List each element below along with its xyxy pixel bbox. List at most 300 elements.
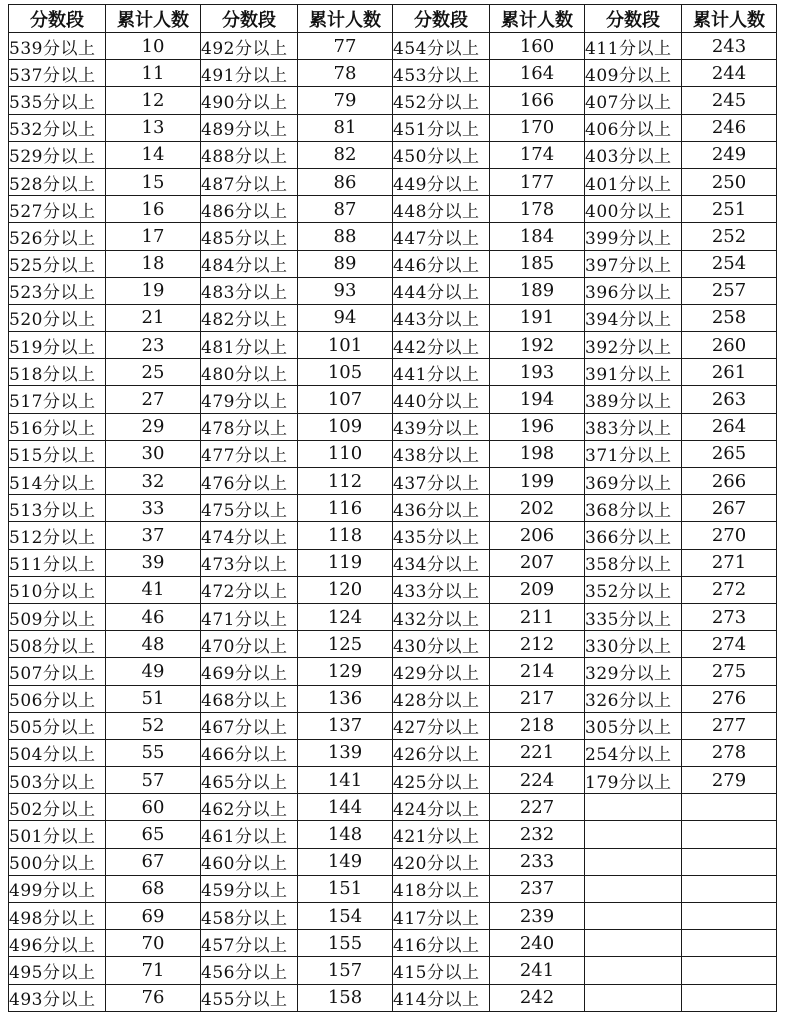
table-row — [9, 794, 777, 821]
score-segment-cell: 446分以上 — [393, 250, 490, 277]
cumulative-count-cell: 164 — [490, 60, 585, 87]
table-row — [9, 903, 777, 930]
score-segment-cell: 479分以上 — [201, 386, 298, 413]
cumulative-count-cell: 32 — [106, 468, 201, 495]
table-row — [9, 87, 777, 114]
table-body — [9, 33, 777, 1012]
score-segment-cell: 460分以上 — [201, 848, 298, 875]
score-segment-cell: 416分以上 — [393, 930, 490, 957]
score-segment-cell: 487分以上 — [201, 168, 298, 195]
cumulative-count-cell: 249 — [682, 141, 777, 168]
score-segment-cell: 525分以上 — [9, 250, 106, 277]
score-segment-cell: 392分以上 — [585, 332, 682, 359]
cumulative-count-cell: 141 — [298, 767, 393, 794]
cumulative-count-cell: 272 — [682, 576, 777, 603]
score-segment-cell: 418分以上 — [393, 875, 490, 902]
table-row — [9, 60, 777, 87]
score-segment-cell: 472分以上 — [201, 576, 298, 603]
score-segment-cell: 399分以上 — [585, 223, 682, 250]
score-segment-cell — [585, 794, 682, 821]
table-row — [9, 114, 777, 141]
score-segment-cell: 326分以上 — [585, 685, 682, 712]
cumulative-count-cell: 41 — [106, 576, 201, 603]
cumulative-count-cell: 124 — [298, 603, 393, 630]
cumulative-count-cell: 19 — [106, 277, 201, 304]
cumulative-count-cell: 55 — [106, 739, 201, 766]
score-segment-cell: 420分以上 — [393, 848, 490, 875]
score-segment-cell: 449分以上 — [393, 168, 490, 195]
cumulative-count-cell: 29 — [106, 413, 201, 440]
score-segment-cell: 428分以上 — [393, 685, 490, 712]
cumulative-count-cell: 27 — [106, 386, 201, 413]
table-row — [9, 658, 777, 685]
cumulative-count-cell: 252 — [682, 223, 777, 250]
cumulative-count-cell: 276 — [682, 685, 777, 712]
cumulative-count-cell: 17 — [106, 223, 201, 250]
table-row — [9, 468, 777, 495]
cumulative-count-cell: 198 — [490, 440, 585, 467]
cumulative-count-cell: 177 — [490, 168, 585, 195]
cumulative-count-cell: 81 — [298, 114, 393, 141]
cumulative-count-cell: 207 — [490, 549, 585, 576]
table-row — [9, 631, 777, 658]
score-segment-cell: 473分以上 — [201, 549, 298, 576]
score-segment-cell: 447分以上 — [393, 223, 490, 250]
cumulative-count-cell: 170 — [490, 114, 585, 141]
score-segment-cell: 409分以上 — [585, 60, 682, 87]
score-segment-cell: 442分以上 — [393, 332, 490, 359]
score-segment-cell: 501分以上 — [9, 821, 106, 848]
score-segment-cell: 478分以上 — [201, 413, 298, 440]
header-score-segment-1: 分数段 — [9, 5, 106, 33]
cumulative-count-cell — [682, 821, 777, 848]
score-segment-cell: 434分以上 — [393, 549, 490, 576]
score-segment-cell: 537分以上 — [9, 60, 106, 87]
cumulative-count-cell: 258 — [682, 304, 777, 331]
cumulative-count-cell: 118 — [298, 522, 393, 549]
score-segment-cell: 498分以上 — [9, 903, 106, 930]
table-row — [9, 141, 777, 168]
cumulative-count-cell: 237 — [490, 875, 585, 902]
cumulative-count-cell: 271 — [682, 549, 777, 576]
score-segment-cell: 502分以上 — [9, 794, 106, 821]
cumulative-count-cell: 206 — [490, 522, 585, 549]
cumulative-count-cell: 119 — [298, 549, 393, 576]
cumulative-count-cell: 125 — [298, 631, 393, 658]
cumulative-count-cell: 11 — [106, 60, 201, 87]
cumulative-count-cell: 245 — [682, 87, 777, 114]
cumulative-count-cell: 46 — [106, 603, 201, 630]
score-segment-cell: 516分以上 — [9, 413, 106, 440]
score-segment-cell: 411分以上 — [585, 33, 682, 60]
score-segment-cell: 488分以上 — [201, 141, 298, 168]
table-row — [9, 848, 777, 875]
score-segment-cell: 452分以上 — [393, 87, 490, 114]
cumulative-count-cell: 189 — [490, 277, 585, 304]
table-row — [9, 440, 777, 467]
score-segment-cell: 489分以上 — [201, 114, 298, 141]
score-segment-cell — [585, 957, 682, 984]
score-segment-cell: 437分以上 — [393, 468, 490, 495]
cumulative-count-cell: 48 — [106, 631, 201, 658]
score-segment-cell: 459分以上 — [201, 875, 298, 902]
cumulative-count-cell: 52 — [106, 712, 201, 739]
cumulative-count-cell: 233 — [490, 848, 585, 875]
score-segment-cell: 400分以上 — [585, 196, 682, 223]
table-row — [9, 767, 777, 794]
cumulative-count-cell: 70 — [106, 930, 201, 957]
header-score-segment-4: 分数段 — [585, 5, 682, 33]
score-segment-cell: 482分以上 — [201, 304, 298, 331]
score-segment-cell: 403分以上 — [585, 141, 682, 168]
cumulative-count-cell: 211 — [490, 603, 585, 630]
score-segment-cell: 517分以上 — [9, 386, 106, 413]
cumulative-count-cell: 241 — [490, 957, 585, 984]
cumulative-count-cell: 260 — [682, 332, 777, 359]
cumulative-count-cell: 93 — [298, 277, 393, 304]
cumulative-count-cell: 78 — [298, 60, 393, 87]
cumulative-count-cell: 21 — [106, 304, 201, 331]
score-segment-cell — [585, 930, 682, 957]
cumulative-count-cell: 18 — [106, 250, 201, 277]
cumulative-count-cell: 110 — [298, 440, 393, 467]
score-segment-cell: 515分以上 — [9, 440, 106, 467]
cumulative-count-cell: 77 — [298, 33, 393, 60]
score-segment-cell: 528分以上 — [9, 168, 106, 195]
cumulative-count-cell: 16 — [106, 196, 201, 223]
table-row — [9, 250, 777, 277]
cumulative-count-cell: 250 — [682, 168, 777, 195]
score-segment-cell: 458分以上 — [201, 903, 298, 930]
cumulative-count-cell: 39 — [106, 549, 201, 576]
score-segment-cell: 519分以上 — [9, 332, 106, 359]
header-cumulative-count-3: 累计人数 — [490, 5, 585, 33]
cumulative-count-cell: 264 — [682, 413, 777, 440]
table-row — [9, 739, 777, 766]
score-segment-cell: 335分以上 — [585, 603, 682, 630]
cumulative-count-cell: 14 — [106, 141, 201, 168]
score-segment-cell: 469分以上 — [201, 658, 298, 685]
cumulative-count-cell: 65 — [106, 821, 201, 848]
score-segment-cell: 466分以上 — [201, 739, 298, 766]
table-row — [9, 957, 777, 984]
score-segment-cell: 455分以上 — [201, 984, 298, 1011]
cumulative-count-cell: 265 — [682, 440, 777, 467]
score-segment-cell: 450分以上 — [393, 141, 490, 168]
score-segment-cell: 448分以上 — [393, 196, 490, 223]
score-segment-cell: 430分以上 — [393, 631, 490, 658]
score-segment-cell: 439分以上 — [393, 413, 490, 440]
score-segment-cell: 514分以上 — [9, 468, 106, 495]
score-segment-cell: 493分以上 — [9, 984, 106, 1011]
cumulative-count-cell: 25 — [106, 359, 201, 386]
cumulative-count-cell: 86 — [298, 168, 393, 195]
score-segment-cell: 486分以上 — [201, 196, 298, 223]
table-row — [9, 576, 777, 603]
cumulative-count-cell: 240 — [490, 930, 585, 957]
cumulative-count-cell: 202 — [490, 495, 585, 522]
score-segment-cell — [585, 984, 682, 1011]
score-segment-cell: 456分以上 — [201, 957, 298, 984]
score-segment-cell: 467分以上 — [201, 712, 298, 739]
cumulative-count-cell: 10 — [106, 33, 201, 60]
score-segment-cell: 457分以上 — [201, 930, 298, 957]
cumulative-count-cell: 67 — [106, 848, 201, 875]
table-row — [9, 685, 777, 712]
cumulative-count-cell — [682, 794, 777, 821]
cumulative-count-cell: 214 — [490, 658, 585, 685]
score-segment-cell: 468分以上 — [201, 685, 298, 712]
cumulative-count-cell: 112 — [298, 468, 393, 495]
cumulative-count-cell: 251 — [682, 196, 777, 223]
cumulative-count-cell: 79 — [298, 87, 393, 114]
score-segment-cell: 492分以上 — [201, 33, 298, 60]
score-segment-cell: 424分以上 — [393, 794, 490, 821]
table-row — [9, 33, 777, 60]
cumulative-count-cell: 185 — [490, 250, 585, 277]
header-score-segment-2: 分数段 — [201, 5, 298, 33]
cumulative-count-cell: 144 — [298, 794, 393, 821]
cumulative-count-cell: 139 — [298, 739, 393, 766]
cumulative-count-cell: 212 — [490, 631, 585, 658]
score-segment-cell: 475分以上 — [201, 495, 298, 522]
table-row — [9, 413, 777, 440]
cumulative-count-cell: 242 — [490, 984, 585, 1011]
score-segment-cell: 415分以上 — [393, 957, 490, 984]
cumulative-count-cell: 160 — [490, 33, 585, 60]
score-segment-cell: 451分以上 — [393, 114, 490, 141]
cumulative-count-cell: 94 — [298, 304, 393, 331]
score-segment-cell: 523分以上 — [9, 277, 106, 304]
score-segment-cell: 474分以上 — [201, 522, 298, 549]
cumulative-count-cell: 76 — [106, 984, 201, 1011]
table-row — [9, 223, 777, 250]
score-segment-cell: 483分以上 — [201, 277, 298, 304]
score-segment-cell: 511分以上 — [9, 549, 106, 576]
cumulative-count-cell — [682, 875, 777, 902]
score-segment-cell: 510分以上 — [9, 576, 106, 603]
score-segment-cell: 389分以上 — [585, 386, 682, 413]
header-row — [9, 5, 777, 33]
cumulative-count-cell: 151 — [298, 875, 393, 902]
score-segment-cell — [585, 821, 682, 848]
cumulative-count-cell: 270 — [682, 522, 777, 549]
cumulative-count-cell: 267 — [682, 495, 777, 522]
score-segment-cell: 508分以上 — [9, 631, 106, 658]
cumulative-count-cell: 244 — [682, 60, 777, 87]
cumulative-count-cell: 246 — [682, 114, 777, 141]
cumulative-count-cell: 136 — [298, 685, 393, 712]
score-segment-cell: 495分以上 — [9, 957, 106, 984]
cumulative-count-cell: 23 — [106, 332, 201, 359]
cumulative-count-cell: 275 — [682, 658, 777, 685]
score-segment-cell: 440分以上 — [393, 386, 490, 413]
cumulative-count-cell: 199 — [490, 468, 585, 495]
score-segment-cell: 503分以上 — [9, 767, 106, 794]
score-segment-cell: 429分以上 — [393, 658, 490, 685]
cumulative-count-cell: 69 — [106, 903, 201, 930]
cumulative-count-cell: 277 — [682, 712, 777, 739]
cumulative-count-cell: 57 — [106, 767, 201, 794]
score-segment-cell: 470分以上 — [201, 631, 298, 658]
header-score-segment-3: 分数段 — [393, 5, 490, 33]
cumulative-count-cell: 184 — [490, 223, 585, 250]
score-segment-cell: 505分以上 — [9, 712, 106, 739]
score-segment-cell: 513分以上 — [9, 495, 106, 522]
table-row — [9, 549, 777, 576]
cumulative-count-cell: 107 — [298, 386, 393, 413]
header-cumulative-count-4: 累计人数 — [682, 5, 777, 33]
score-segment-cell: 432分以上 — [393, 603, 490, 630]
score-segment-cell: 499分以上 — [9, 875, 106, 902]
score-segment-cell: 417分以上 — [393, 903, 490, 930]
cumulative-count-cell: 196 — [490, 413, 585, 440]
table-row — [9, 984, 777, 1011]
score-segment-cell: 366分以上 — [585, 522, 682, 549]
cumulative-count-cell: 120 — [298, 576, 393, 603]
table-row — [9, 196, 777, 223]
cumulative-count-cell: 49 — [106, 658, 201, 685]
cumulative-count-cell: 209 — [490, 576, 585, 603]
cumulative-count-cell: 105 — [298, 359, 393, 386]
cumulative-count-cell — [682, 903, 777, 930]
cumulative-count-cell: 263 — [682, 386, 777, 413]
cumulative-count-cell: 15 — [106, 168, 201, 195]
score-segment-cell: 391分以上 — [585, 359, 682, 386]
score-segment-cell: 383分以上 — [585, 413, 682, 440]
cumulative-count-cell: 13 — [106, 114, 201, 141]
score-segment-cell — [585, 903, 682, 930]
cumulative-count-cell: 155 — [298, 930, 393, 957]
score-segment-cell: 427分以上 — [393, 712, 490, 739]
score-segment-cell: 436分以上 — [393, 495, 490, 522]
cumulative-count-cell: 116 — [298, 495, 393, 522]
score-segment-cell: 509分以上 — [9, 603, 106, 630]
score-segment-cell: 330分以上 — [585, 631, 682, 658]
score-distribution-table — [8, 4, 777, 1012]
cumulative-count-cell: 12 — [106, 87, 201, 114]
cumulative-count-cell: 154 — [298, 903, 393, 930]
table-row — [9, 168, 777, 195]
cumulative-count-cell: 266 — [682, 468, 777, 495]
cumulative-count-cell — [682, 930, 777, 957]
cumulative-count-cell: 224 — [490, 767, 585, 794]
cumulative-count-cell: 137 — [298, 712, 393, 739]
score-segment-cell: 485分以上 — [201, 223, 298, 250]
cumulative-count-cell: 60 — [106, 794, 201, 821]
table-row — [9, 495, 777, 522]
score-segment-cell: 477分以上 — [201, 440, 298, 467]
score-segment-cell: 471分以上 — [201, 603, 298, 630]
score-segment-cell: 461分以上 — [201, 821, 298, 848]
score-segment-cell: 426分以上 — [393, 739, 490, 766]
score-segment-cell: 407分以上 — [585, 87, 682, 114]
score-segment-cell: 507分以上 — [9, 658, 106, 685]
score-segment-cell: 305分以上 — [585, 712, 682, 739]
score-segment-cell: 453分以上 — [393, 60, 490, 87]
score-segment-cell: 368分以上 — [585, 495, 682, 522]
table-row — [9, 930, 777, 957]
score-segment-cell: 444分以上 — [393, 277, 490, 304]
cumulative-count-cell: 157 — [298, 957, 393, 984]
score-segment-cell: 520分以上 — [9, 304, 106, 331]
cumulative-count-cell: 68 — [106, 875, 201, 902]
score-segment-cell: 414分以上 — [393, 984, 490, 1011]
table-row — [9, 712, 777, 739]
score-segment-cell: 500分以上 — [9, 848, 106, 875]
cumulative-count-cell: 101 — [298, 332, 393, 359]
score-segment-cell: 394分以上 — [585, 304, 682, 331]
score-segment-cell: 527分以上 — [9, 196, 106, 223]
score-segment-cell: 496分以上 — [9, 930, 106, 957]
score-segment-cell: 512分以上 — [9, 522, 106, 549]
cumulative-count-cell: 227 — [490, 794, 585, 821]
score-segment-cell: 491分以上 — [201, 60, 298, 87]
score-segment-cell: 254分以上 — [585, 739, 682, 766]
score-segment-cell: 462分以上 — [201, 794, 298, 821]
score-segment-cell: 490分以上 — [201, 87, 298, 114]
score-segment-cell: 535分以上 — [9, 87, 106, 114]
score-segment-cell: 480分以上 — [201, 359, 298, 386]
cumulative-count-cell: 261 — [682, 359, 777, 386]
score-segment-cell: 484分以上 — [201, 250, 298, 277]
cumulative-count-cell: 166 — [490, 87, 585, 114]
score-segment-cell: 352分以上 — [585, 576, 682, 603]
score-segment-cell: 438分以上 — [393, 440, 490, 467]
table-row — [9, 522, 777, 549]
cumulative-count-cell: 232 — [490, 821, 585, 848]
score-segment-cell: 481分以上 — [201, 332, 298, 359]
cumulative-count-cell: 278 — [682, 739, 777, 766]
table-row — [9, 304, 777, 331]
score-segment-cell: 441分以上 — [393, 359, 490, 386]
cumulative-count-cell: 109 — [298, 413, 393, 440]
cumulative-count-cell: 194 — [490, 386, 585, 413]
score-segment-cell: 504分以上 — [9, 739, 106, 766]
score-segment-cell — [585, 848, 682, 875]
cumulative-count-cell — [682, 848, 777, 875]
score-segment-cell: 421分以上 — [393, 821, 490, 848]
header-cumulative-count-1: 累计人数 — [106, 5, 201, 33]
score-segment-cell: 506分以上 — [9, 685, 106, 712]
table-row — [9, 603, 777, 630]
score-segment-cell: 518分以上 — [9, 359, 106, 386]
table-row — [9, 332, 777, 359]
table-row — [9, 386, 777, 413]
cumulative-count-cell: 274 — [682, 631, 777, 658]
cumulative-count-cell: 192 — [490, 332, 585, 359]
score-segment-cell: 443分以上 — [393, 304, 490, 331]
cumulative-count-cell: 217 — [490, 685, 585, 712]
score-segment-cell: 476分以上 — [201, 468, 298, 495]
score-segment-cell: 179分以上 — [585, 767, 682, 794]
score-segment-cell: 526分以上 — [9, 223, 106, 250]
score-segment-cell: 371分以上 — [585, 440, 682, 467]
cumulative-count-cell: 191 — [490, 304, 585, 331]
cumulative-count-cell: 89 — [298, 250, 393, 277]
cumulative-count-cell: 257 — [682, 277, 777, 304]
table-row — [9, 277, 777, 304]
cumulative-count-cell: 158 — [298, 984, 393, 1011]
cumulative-count-cell: 193 — [490, 359, 585, 386]
cumulative-count-cell: 218 — [490, 712, 585, 739]
cumulative-count-cell: 30 — [106, 440, 201, 467]
cumulative-count-cell: 239 — [490, 903, 585, 930]
score-segment-cell: 454分以上 — [393, 33, 490, 60]
score-segment-cell: 369分以上 — [585, 468, 682, 495]
cumulative-count-cell: 33 — [106, 495, 201, 522]
cumulative-count-cell — [682, 957, 777, 984]
